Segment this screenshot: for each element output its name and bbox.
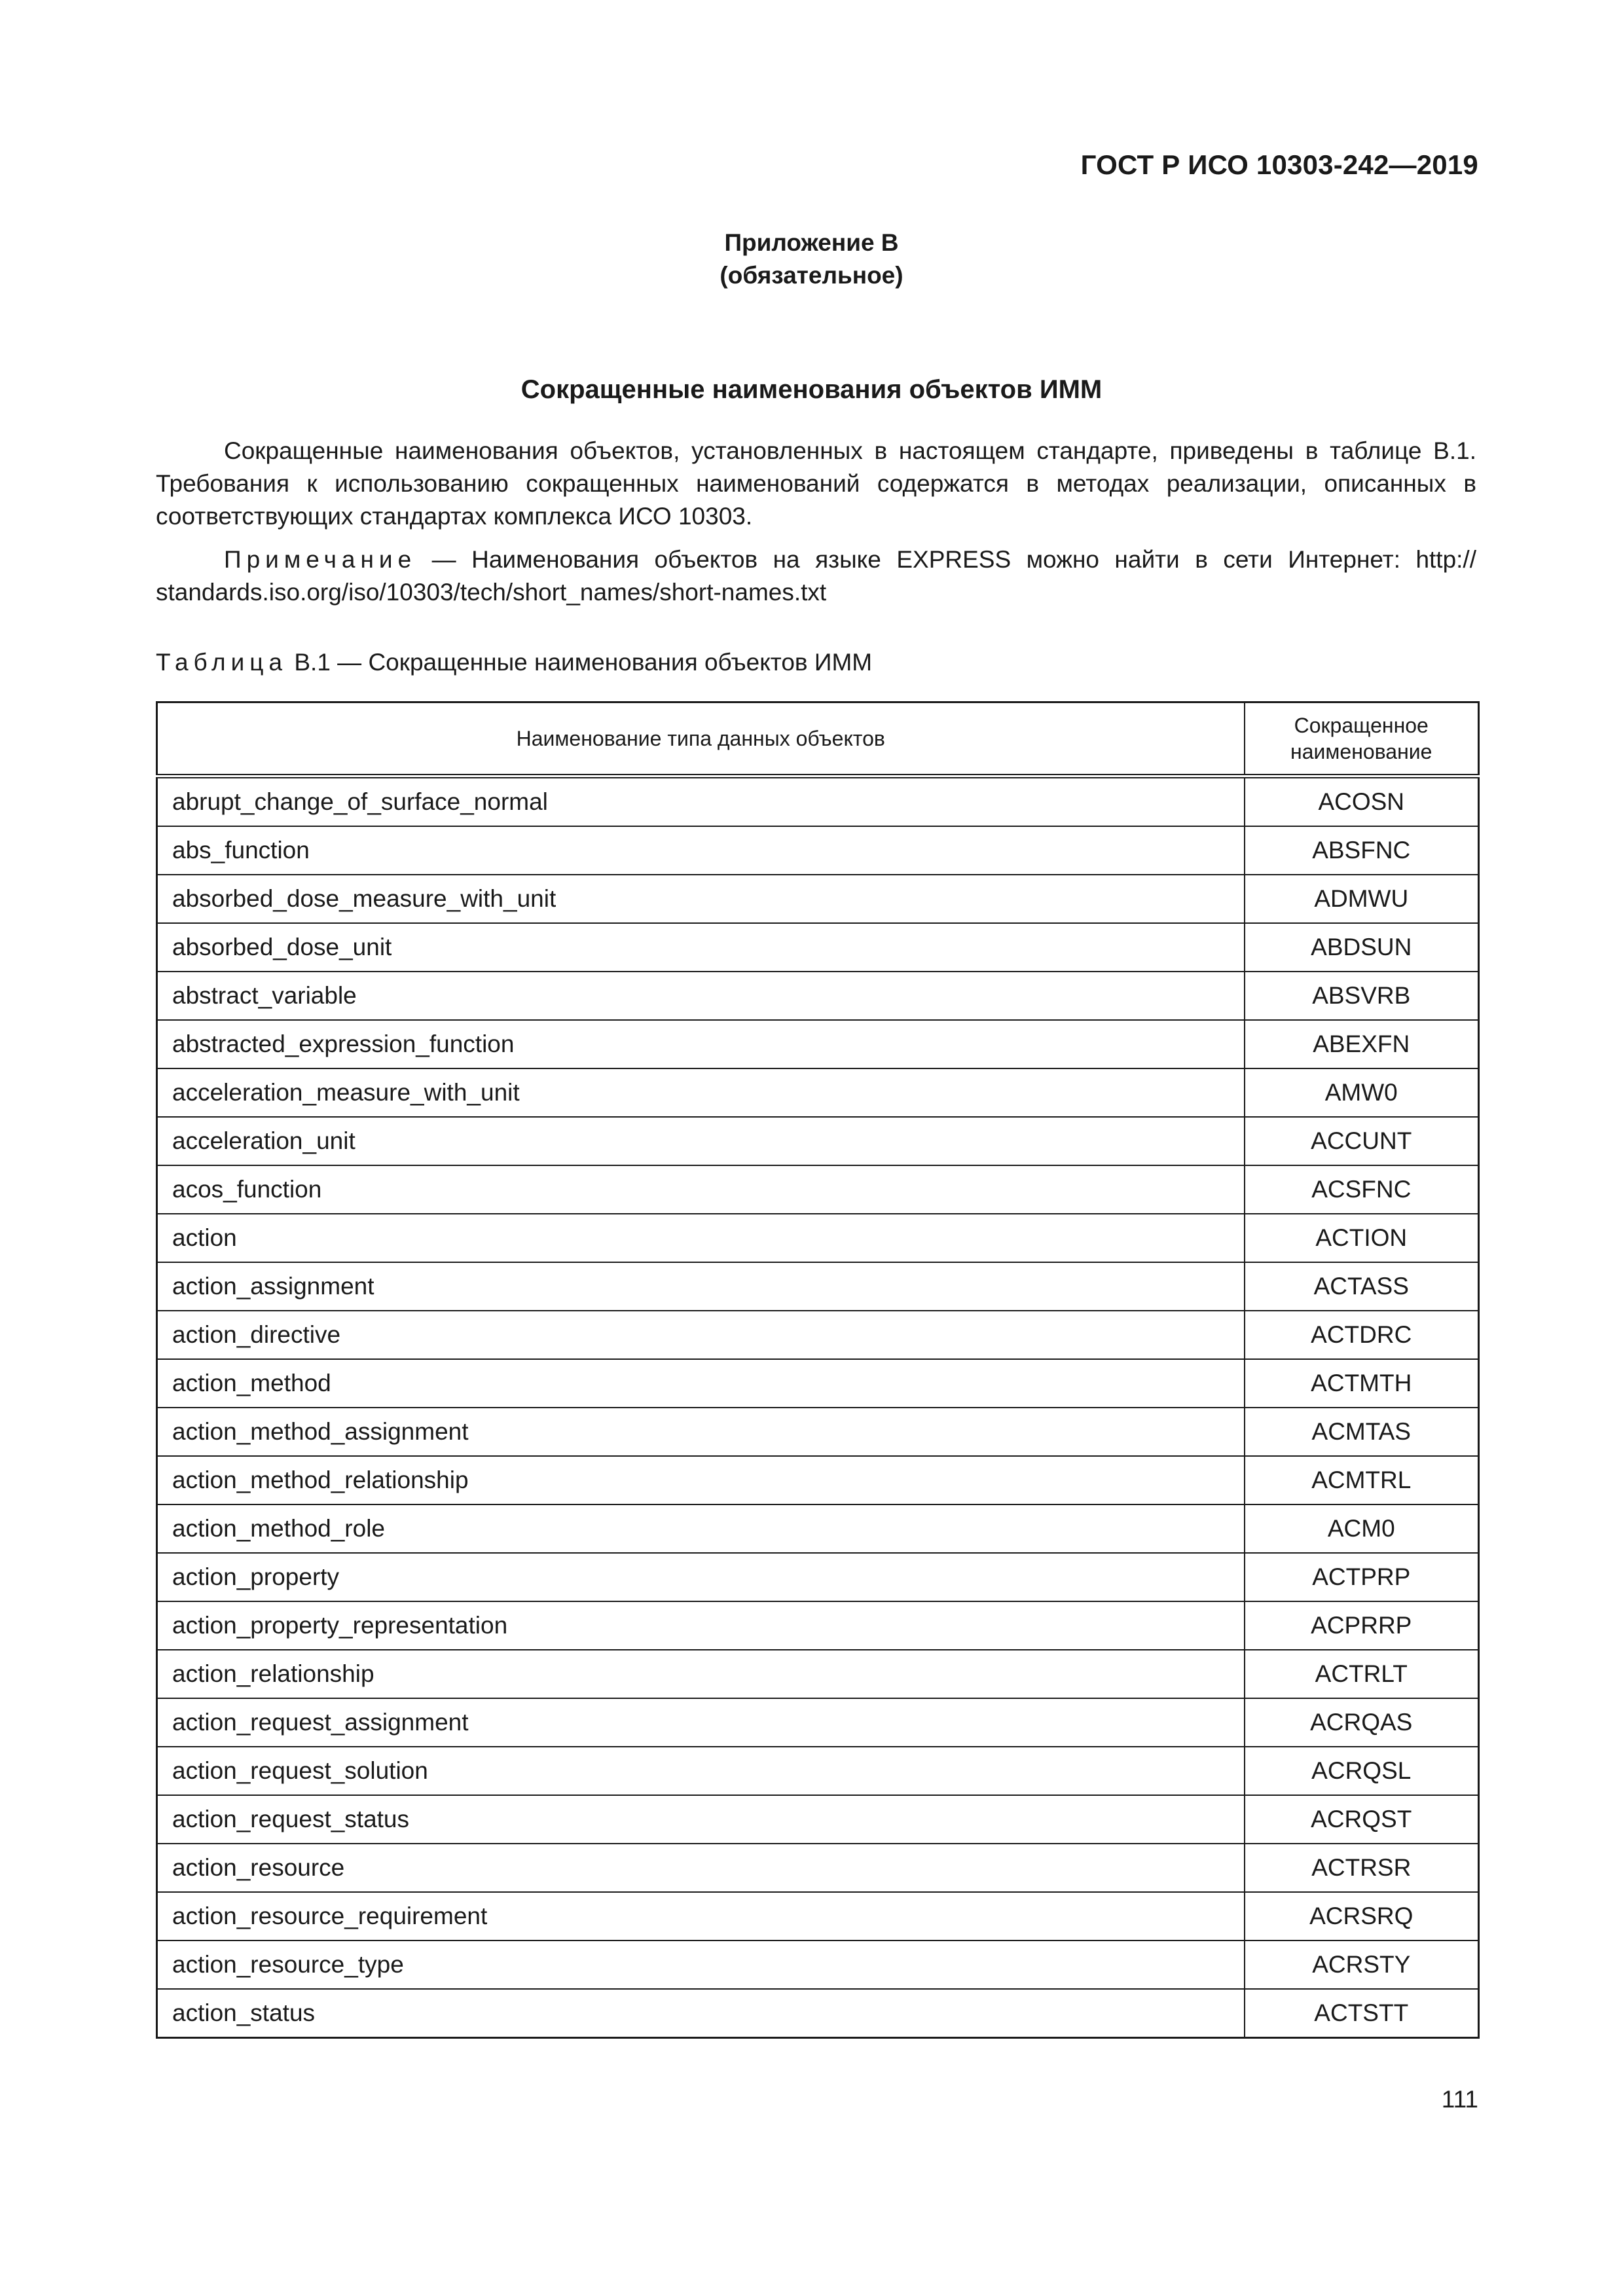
intro-paragraph: Сокращенные наименования объектов, установленных в настоящем стандарте, приведены в таблице В.1. Требования к использованию сокращенных наименований содержатся в методах реализации, описанных в соответствующих стандартах комплекса ИСО 10303. [156, 437, 1476, 530]
entity-name-cell: acceleration_measure_with_unit [157, 1068, 1245, 1117]
entity-name-cell: action_property_representation [157, 1601, 1245, 1650]
short-name-cell: ACTPRP [1245, 1553, 1479, 1601]
table-row [157, 1311, 1479, 1359]
table-row [157, 1553, 1479, 1601]
entity-name-cell: absorbed_dose_unit [157, 923, 1245, 972]
table-row [157, 875, 1479, 923]
entity-name-cell: action_property [157, 1553, 1245, 1601]
table-row [157, 1698, 1479, 1747]
short-name-cell: ACRQST [1245, 1795, 1479, 1844]
entity-name-cell: abstracted_expression_function [157, 1020, 1245, 1068]
short-name-cell: ACSFNC [1245, 1165, 1479, 1214]
table-row [157, 1747, 1479, 1795]
entity-name-cell: action_method [157, 1359, 1245, 1408]
note-text: — Наименования объектов на языке EXPRESS можно найти в сети Интернет: http:// standards.iso.org/iso/10303/tech/short_names/short-names.txt [156, 546, 1476, 606]
table-row [157, 1117, 1479, 1165]
entity-name-cell: action_status [157, 1989, 1245, 2038]
standard-designation: ГОСТ Р ИСО 10303-242—2019 [1080, 149, 1478, 180]
short-name-cell: ACTDRC [1245, 1311, 1479, 1359]
entity-name-cell: action_method_assignment [157, 1408, 1245, 1456]
short-name-cell: ACTION [1245, 1214, 1479, 1262]
table-row [157, 972, 1479, 1020]
table-row [157, 776, 1479, 827]
table-row [157, 1068, 1479, 1117]
table-row [157, 1650, 1479, 1698]
table-row [157, 1795, 1479, 1844]
entity-name-cell: abrupt_change_of_surface_normal [157, 776, 1245, 827]
short-name-cell: ACRSRQ [1245, 1892, 1479, 1941]
table-body [157, 776, 1479, 2038]
table-row [157, 1844, 1479, 1892]
entity-name-cell: action_resource [157, 1844, 1245, 1892]
short-name-cell: ACRQAS [1245, 1698, 1479, 1747]
short-name-cell: ACCUNT [1245, 1117, 1479, 1165]
table-row [157, 1504, 1479, 1553]
entity-name-cell: action_relationship [157, 1650, 1245, 1698]
entity-name-cell: abs_function [157, 826, 1245, 875]
table-caption-label: Таблица [156, 649, 288, 676]
entity-name-cell: action_assignment [157, 1262, 1245, 1311]
short-name-cell: ACPRRP [1245, 1601, 1479, 1650]
entity-name-cell: action_method_role [157, 1504, 1245, 1553]
short-name-cell: ADMWU [1245, 875, 1479, 923]
entity-name-cell: action [157, 1214, 1245, 1262]
entity-name-cell: action_request_status [157, 1795, 1245, 1844]
short-name-cell: ACTRSR [1245, 1844, 1479, 1892]
entity-name-cell: acceleration_unit [157, 1117, 1245, 1165]
table-header-row [157, 702, 1479, 776]
short-name-cell: ACMTAS [1245, 1408, 1479, 1456]
short-name-cell: ACTRLT [1245, 1650, 1479, 1698]
short-name-cell: ACMTRL [1245, 1456, 1479, 1504]
header-entity-name: Наименование типа данных объектов [157, 702, 1245, 776]
table-row [157, 1892, 1479, 1941]
table-row [157, 923, 1479, 972]
short-names-table [156, 701, 1480, 2039]
table-row [157, 1165, 1479, 1214]
table-row [157, 1408, 1479, 1456]
table-row [157, 1214, 1479, 1262]
table-caption [156, 649, 872, 676]
short-name-cell: ACTASS [1245, 1262, 1479, 1311]
short-name-cell: ABEXFN [1245, 1020, 1479, 1068]
entity-name-cell: action_resource_type [157, 1941, 1245, 1989]
short-name-cell: ACM0 [1245, 1504, 1479, 1553]
annex-title: Приложение В [724, 229, 899, 256]
entity-name-cell: action_directive [157, 1311, 1245, 1359]
table-row [157, 1262, 1479, 1311]
table-row [157, 1601, 1479, 1650]
short-name-cell: ABDSUN [1245, 923, 1479, 972]
entity-name-cell: acos_function [157, 1165, 1245, 1214]
entity-name-cell: abstract_variable [157, 972, 1245, 1020]
short-name-cell: ABSVRB [1245, 972, 1479, 1020]
annex-status: (обязательное) [720, 262, 903, 289]
short-name-cell: ACOSN [1245, 776, 1479, 827]
short-name-cell: ACTMTH [1245, 1359, 1479, 1408]
table-row [157, 1941, 1479, 1989]
table-row [157, 1020, 1479, 1068]
short-name-cell: AMW0 [1245, 1068, 1479, 1117]
short-name-cell: ACTSTT [1245, 1989, 1479, 2038]
note-paragraph [156, 543, 1476, 609]
section-heading: Сокращенные наименования объектов ИММ [520, 375, 1103, 404]
note-label: Примечание [224, 546, 417, 573]
entity-name-cell: action_resource_requirement [157, 1892, 1245, 1941]
short-name-cell: ABSFNC [1245, 826, 1479, 875]
table-caption-text: В.1 — Сокращенные наименования объектов ИММ [287, 649, 873, 676]
entity-name-cell: action_method_relationship [157, 1456, 1245, 1504]
entity-name-cell: action_request_solution [157, 1747, 1245, 1795]
header-short-name: Сокращенное наименование [1245, 702, 1479, 776]
entity-name-cell: absorbed_dose_measure_with_unit [157, 875, 1245, 923]
short-name-cell: ACRSTY [1245, 1941, 1479, 1989]
table-row [157, 1989, 1479, 2038]
entity-name-cell: action_request_assignment [157, 1698, 1245, 1747]
table-row [157, 1359, 1479, 1408]
short-name-cell: ACRQSL [1245, 1747, 1479, 1795]
annex-block [0, 227, 1623, 292]
page-number: 111 [1441, 2086, 1478, 2113]
table-row [157, 1456, 1479, 1504]
table-row [157, 826, 1479, 875]
